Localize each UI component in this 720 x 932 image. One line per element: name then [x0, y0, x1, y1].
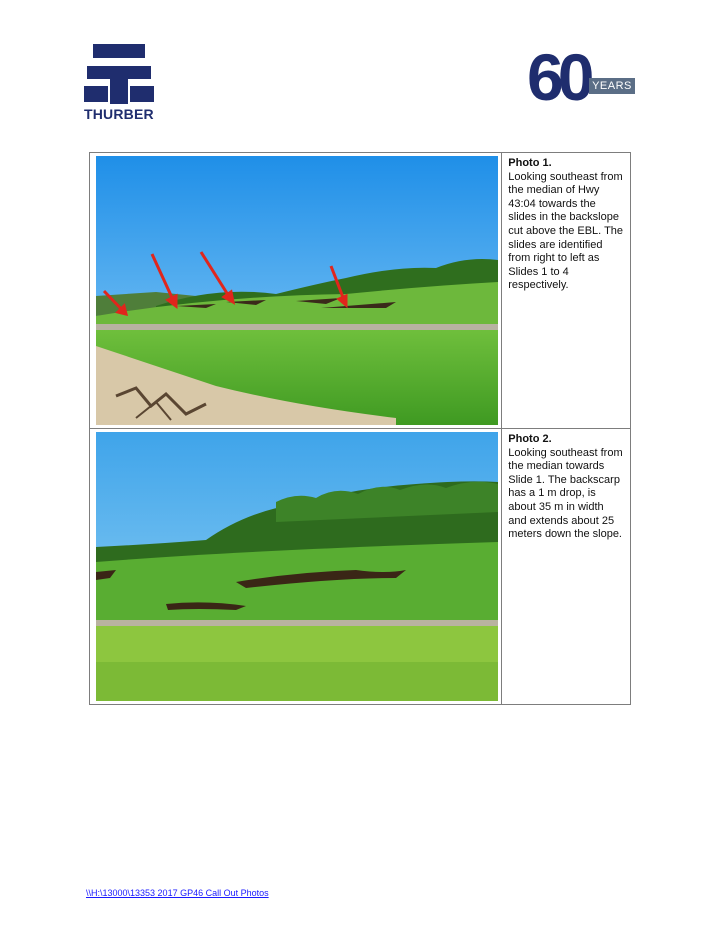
photo-1-title: Photo 1. — [508, 157, 552, 169]
photo-1-caption: Looking southeast from the median of Hwy 43:04 towards the slides in the backslope cut above the EBL. The slides are identified from right to left as Slides 1 to 4 respectively. — [508, 170, 624, 292]
footer-path-link[interactable]: \\H:\13000\13353 2017 GP46 Call Out Photos — [86, 888, 269, 898]
photo-cell — [90, 429, 502, 705]
photo-1-image — [96, 156, 498, 425]
photo-cell — [90, 153, 502, 429]
photo-2-image — [96, 432, 498, 701]
caption-cell — [502, 153, 631, 429]
photo-row — [90, 153, 631, 429]
photo-row — [90, 429, 631, 705]
photo-2-caption: Looking southeast from the median towards Slide 1. The backscarp has a 1 m drop, is about 35 m in width and extends about 25 meters down the slope. — [508, 446, 623, 541]
company-name: THURBER — [84, 106, 154, 122]
anniversary-tag: YEARS — [589, 78, 635, 94]
caption-cell — [502, 429, 631, 705]
photo-2-title: Photo 2. — [508, 433, 552, 445]
anniversary-number: 60 — [527, 40, 589, 114]
photo-table — [89, 152, 631, 705]
